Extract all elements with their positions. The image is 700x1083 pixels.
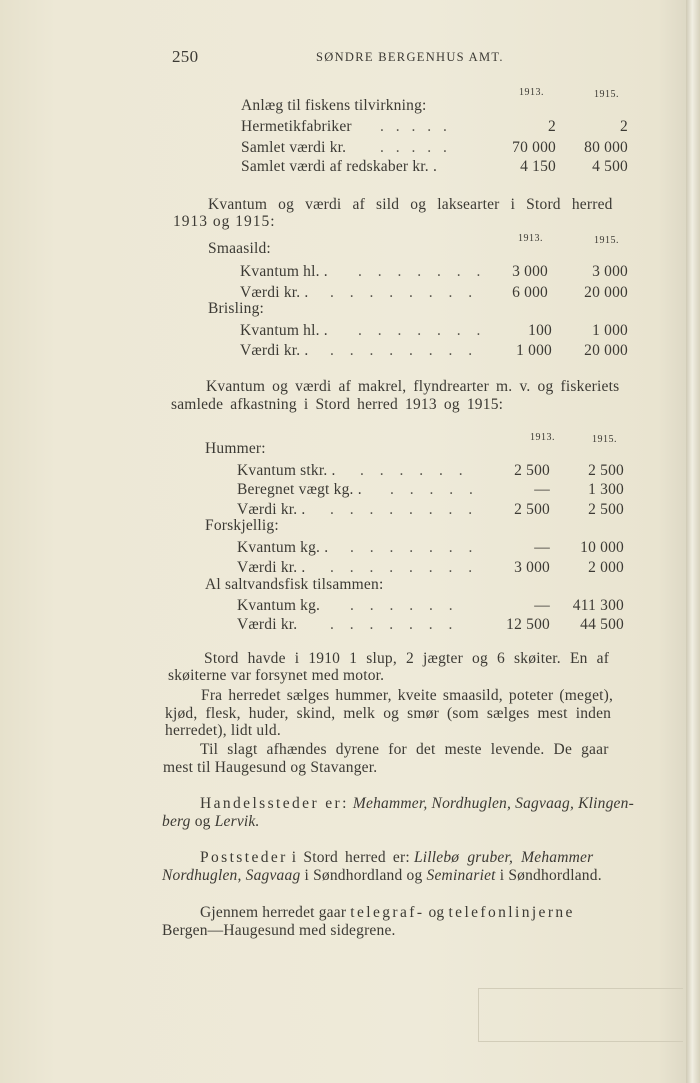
value-1915: 10 000 [580,539,624,556]
spaced-word: telefonlinjerne [448,904,575,921]
value-1913: 3 000 [512,263,548,280]
leader-dots: . . . . . . . . [330,284,479,301]
leader-dots: . . . . . . . [350,539,479,556]
paragraph-line: kjød, flesk, huder, skind, melk og smør (som sælges mest inden [165,705,612,722]
group-heading: Hummer: [205,440,266,457]
value-1915: 1 300 [588,481,624,498]
leader-dots: . . . . . . . [330,616,459,633]
value-1915: 2 [620,118,628,135]
place-name: Lillebø gruber, Mehammer [413,849,594,866]
row-label: Kvantum kg. . [237,539,329,556]
row-label: Kvantum stkr. . [237,462,336,479]
row-label: Kvantum hl. . [240,263,328,280]
leader-dots: . . . . . . . . [330,342,479,359]
paragraph-line: herredet), lidt uld. [165,722,281,739]
trade-places-line [200,795,634,813]
conjunction: og [428,904,445,921]
row-label: Samlet værdi af redskaber kr. . [241,158,438,175]
year-header: 1915. [592,434,617,445]
leader-dots: . . . . . . [360,462,469,479]
leader-dots: . . . . . [390,481,479,498]
section-intro: Kvantum og værdi af makrel, flyndrearter m. v. og fiskeriets [206,378,620,395]
post-places-label: Poststeder [200,849,288,866]
running-title: SØNDRE BERGENHUS AMT. [316,50,504,64]
text: Gjennem herredet gaar [200,904,347,921]
value-1915: 20 000 [584,342,628,359]
value-1915: 4 500 [592,158,628,175]
value-1915: 2 500 [588,462,624,479]
value-1913: 4 150 [520,158,556,175]
value-1913: 2 500 [514,462,550,479]
leader-dots: . . . . . . . [358,263,487,280]
value-1913: 3 000 [514,559,550,576]
value-1915: 1 000 [592,322,628,339]
row-label: Kvantum kg. [237,597,321,614]
year-header: 1913. [530,432,555,443]
page-stamp-box [478,988,683,1042]
row-label: Værdi kr. . [240,284,309,301]
row-label: Værdi kr. . [240,342,309,359]
trade-places-label: Handelssteder er: [200,795,349,812]
section-intro: samlede afkastning i Stord herred 1913 og 1915: [171,396,504,413]
value-1913: 70 000 [512,139,556,156]
paragraph-line: Fra herredet sælges hummer, kveite smaasild, poteter (meget), [201,687,614,704]
year-header: 1915. [594,89,619,100]
value-1913: 1 000 [516,342,552,359]
row-label: Kvantum hl. . [240,322,328,339]
value-1913: 12 500 [506,616,550,633]
paragraph-line: skøiterne var forsynet med motor. [168,667,385,684]
text: i Søndhordland og [304,867,423,884]
page-number: 250 [172,47,199,66]
telegraph-line [200,904,575,922]
group-heading: Al saltvandsfisk tilsammen: [205,576,384,593]
value-1915: 2 000 [588,559,624,576]
year-header: 1915. [594,235,619,246]
place-name: Seminariet [426,867,496,884]
value-1913: 6 000 [512,284,548,301]
section-intro: 1913 og 1915: [173,213,276,230]
leader-dots: . . . . . . . . [330,559,479,576]
place-name: berg [162,813,191,830]
leader-dots: . . . . . . . [358,322,487,339]
leader-dots: . . . . . . . . [330,501,479,518]
row-label: Beregnet vægt kg. . [237,481,362,498]
leader-dots: . . . . . [380,139,451,156]
row-label: Værdi kr. [237,616,298,633]
value-1915: 80 000 [584,139,628,156]
paragraph-line: Bergen—Haugesund med sidegrene. [162,922,396,939]
value-1915: 44 500 [580,616,624,633]
place-name: Lervik. [214,813,260,830]
page-edge [686,0,700,1083]
text: i Stord herred er: [291,849,410,866]
paragraph-line: mest til Haugesund og Stavanger. [163,759,378,776]
value-1913: 2 500 [514,501,550,518]
spaced-word: telegraf- [350,904,425,921]
trade-places-line [162,813,260,831]
value-1915: 2 500 [588,501,624,518]
post-places-line [200,849,593,867]
place-name: Nordhuglen, Sagvaag [162,867,301,884]
table-heading: Anlæg til fiskens tilvirkning: [241,97,427,114]
value-1915: 411 300 [572,597,624,614]
value-1915: 3 000 [592,263,628,280]
group-heading: Smaasild: [208,240,271,257]
value-1913: 2 [548,118,556,135]
value-1913: 100 [528,322,552,339]
trade-places-list: Mehammer, Nordhuglen, Sagvaag, Klingen- [352,795,634,812]
value-1913: — [534,597,550,614]
section-intro: Kvantum og værdi af sild og laksearter i Stord herred [208,196,613,213]
text: i Søndhordland. [499,867,602,884]
group-heading: Forskjellig: [205,517,279,534]
row-label: Samlet værdi kr. [241,139,347,156]
value-1913: — [534,481,550,498]
row-label: Værdi kr. . [237,559,306,576]
group-heading: Brisling: [208,300,265,317]
value-1913: — [534,539,550,556]
paragraph-line: Til slagt afhændes dyrene for det meste levende. De gaar [200,741,609,758]
row-label: Hermetikfabriker [241,118,352,135]
conjunction: og [194,813,211,830]
paragraph-line: Stord havde i 1910 1 slup, 2 jægter og 6 skøiter. En af [204,650,610,667]
post-places-line [162,867,602,885]
leader-dots: . . . . . . [350,597,459,614]
value-1915: 20 000 [584,284,628,301]
row-label: Værdi kr. . [237,501,306,518]
year-header: 1913. [519,87,544,98]
leader-dots: . . . . . [380,118,451,135]
year-header: 1913. [518,233,543,244]
